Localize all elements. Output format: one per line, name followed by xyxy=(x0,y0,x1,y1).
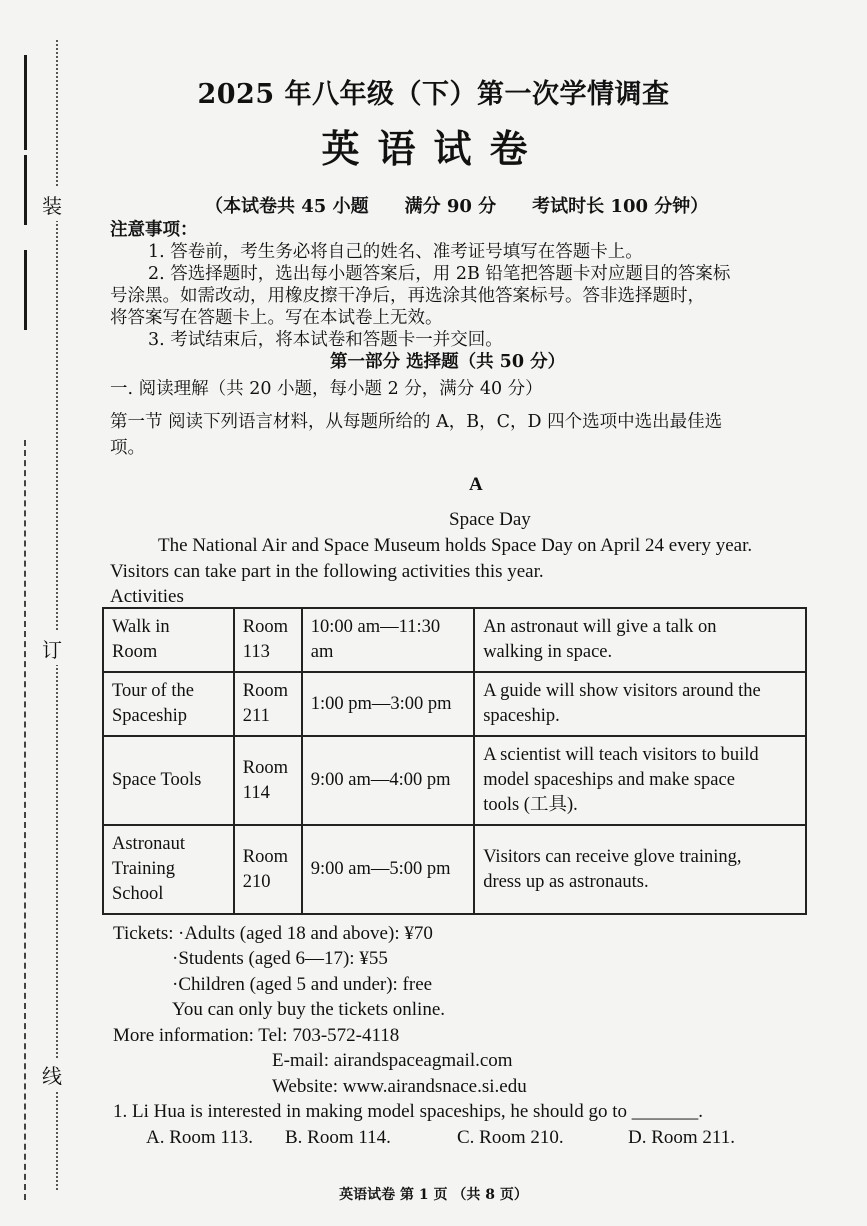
table-row xyxy=(103,736,806,825)
margin-solid-line xyxy=(24,250,27,330)
more-info: More information: Tel: 703-572-4118 xyxy=(113,1025,400,1046)
email: E-mail: airandspaceagmail.com xyxy=(272,1050,513,1071)
activity-name: Astronaut Training School xyxy=(103,825,234,914)
activity-name: Tour of the Spaceship xyxy=(103,672,234,736)
activity-description: A guide will show visitors around the spaceship. xyxy=(474,672,806,736)
passage-letter: A xyxy=(469,474,483,495)
ticket-children: ·Children (aged 5 and under): free xyxy=(172,974,433,995)
notes-item-2-line-1: 2. 答选择题时，选出每小题答案后，用 2B 铅笔把答题卡对应题目的答案标 xyxy=(148,264,731,284)
activity-time: 1:00 pm—3:00 pm xyxy=(302,672,474,736)
question-1-option-d: D. Room 211. xyxy=(628,1127,735,1148)
margin-char-xian: 线 xyxy=(42,1058,62,1091)
activity-room: Room 114 xyxy=(234,736,302,825)
instruction-line-1: 第一节 阅读下列语言材料，从每题所给的 A，B，C，D 四个选项中选出最佳选 xyxy=(110,412,723,432)
binding-margin xyxy=(0,0,75,1226)
activity-time: 9:00 am—5:00 pm xyxy=(302,825,474,914)
question-1-option-a: A. Room 113. xyxy=(146,1127,253,1148)
activity-time: 10:00 am—11:30 am xyxy=(302,608,474,672)
passage-intro-line-1: The National Air and Space Museum holds Space Day on April 24 every year. xyxy=(158,535,753,556)
activity-room: Room 211 xyxy=(234,672,302,736)
exam-title: 2025 年八年级（下）第一次学情调查 xyxy=(197,79,670,110)
notes-item-3: 3. 考试结束后，将本试卷和答题卡一并交回。 xyxy=(148,330,503,350)
exam-info: （本试卷共 45 小题 满分 90 分 考试时长 100 分钟） xyxy=(205,196,709,217)
ticket-students: ·Students (aged 6—17): ¥55 xyxy=(172,948,388,969)
notes-item-2-line-3: 将答案写在答题卡上。写在本试卷上无效。 xyxy=(110,308,443,328)
activity-description: An astronaut will give a talk on walking in space. xyxy=(474,608,806,672)
question-1-option-c: C. Room 210. xyxy=(457,1127,564,1148)
ticket-note: You can only buy the tickets online. xyxy=(172,999,446,1020)
page-footer: 英语试卷 第 1 页 （共 8 页） xyxy=(339,1187,528,1203)
activity-name: Space Tools xyxy=(103,736,234,825)
table-row xyxy=(103,672,806,736)
notes-item-2-line-2: 号涂黑。如需改动，用橡皮擦干净后，再选涂其他答案标号。答非选择题时， xyxy=(110,286,705,306)
instruction-line-2: 项。 xyxy=(110,438,145,458)
notes-heading: 注意事项： xyxy=(110,220,198,240)
activity-name: Walk in Room xyxy=(103,608,234,672)
activities-label: Activities xyxy=(110,586,184,607)
margin-char-ding: 订 xyxy=(42,632,62,665)
notes-item-1: 1. 答卷前，考生务必将自己的姓名、准考证号填写在答题卡上。 xyxy=(148,242,643,262)
passage-intro-line-2: Visitors can take part in the following activities this year. xyxy=(110,561,544,582)
activity-room: Room 113 xyxy=(234,608,302,672)
activity-time: 9:00 am—4:00 pm xyxy=(302,736,474,825)
margin-dashed-line xyxy=(24,440,26,1200)
section1-heading: 一. 阅读理解（共 20 小题，每小题 2 分，满分 40 分） xyxy=(110,379,543,399)
activity-room: Room 210 xyxy=(234,825,302,914)
subject-title: 英语试卷 xyxy=(321,126,546,171)
question-1-option-b: B. Room 114. xyxy=(285,1127,391,1148)
question-1-stem: 1. Li Hua is interested in making model spaceships, he should go to _______. xyxy=(113,1101,703,1122)
table-row xyxy=(103,825,806,914)
tickets-label: Tickets: xyxy=(113,923,174,944)
table-row xyxy=(103,608,806,672)
passage-title: Space Day xyxy=(449,509,531,530)
activity-description: Visitors can receive glove training, dress up as astronauts. xyxy=(474,825,806,914)
ticket-adults: ·Adults (aged 18 and above): ¥70 xyxy=(178,923,433,944)
part1-title: 第一部分 选择题（共 50 分） xyxy=(330,352,566,372)
margin-char-zhuang: 装 xyxy=(42,188,62,221)
website: Website: www.airandsnace.si.edu xyxy=(272,1076,527,1097)
activities-table xyxy=(102,607,807,915)
activity-description: A scientist will teach visitors to build model spaceships and make space tools (工具). xyxy=(474,736,806,825)
